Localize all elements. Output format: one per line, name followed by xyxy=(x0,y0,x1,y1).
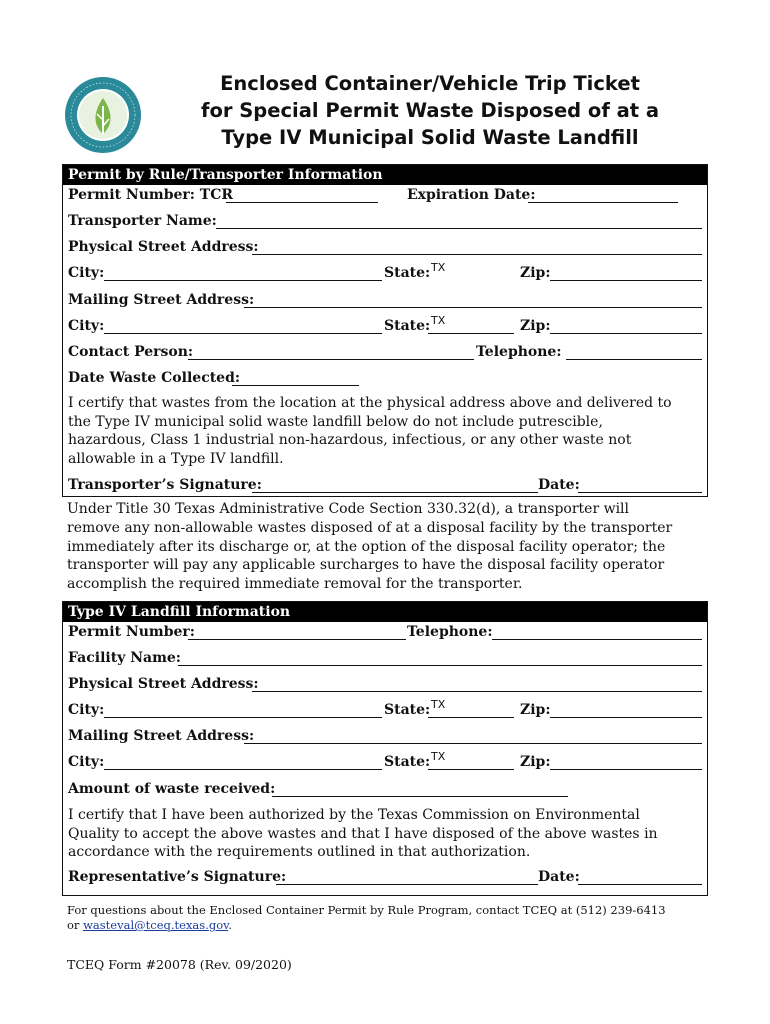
landfill-permit-field[interactable] xyxy=(188,625,406,640)
expiration-date-label: Expiration Date: xyxy=(407,187,536,203)
mailing-state-field[interactable] xyxy=(428,319,514,334)
transporter-certification xyxy=(68,394,701,468)
title-line-1: Enclosed Container/Vehicle Trip Ticket xyxy=(220,72,640,95)
landfill-mailing-state-field[interactable] xyxy=(428,755,514,770)
amount-received-label: Amount of waste received: xyxy=(68,781,276,797)
amount-received-row xyxy=(68,779,702,799)
representative-signature-row xyxy=(68,867,702,887)
physical-address-field[interactable] xyxy=(252,240,702,255)
transporter-name-field[interactable] xyxy=(216,214,702,229)
notice-line: remove any non-allowable wastes disposed of at a disposal facility by the transporter xyxy=(67,519,673,536)
transporter-telephone-field[interactable] xyxy=(566,345,702,360)
contact-email-line xyxy=(67,918,666,933)
form-number: TCEQ Form #20078 (Rev. 09/2020) xyxy=(67,957,292,972)
certification-line: the Type IV municipal solid waste landfill below do not include putrescible, xyxy=(68,413,603,430)
mailing-address-label: Mailing Street Address: xyxy=(68,292,255,308)
contact-person-field[interactable] xyxy=(188,345,474,360)
physical-address-label: Physical Street Address: xyxy=(68,239,259,255)
landfill-permit-row xyxy=(68,622,702,642)
landfill-mailing-state-value: TX xyxy=(431,750,446,763)
city-label: City: xyxy=(68,754,105,770)
facility-name-label: Facility Name: xyxy=(68,650,181,666)
notice-line: transporter will pay any applicable surcharges to have the disposal facility operator xyxy=(67,557,665,574)
transporter-signature-field[interactable] xyxy=(252,478,538,493)
transporter-signature-label: Transporter’s Signature: xyxy=(68,477,262,493)
landfill-physical-field[interactable] xyxy=(252,677,702,692)
landfill-section xyxy=(62,601,708,896)
transporter-contact-row xyxy=(68,342,702,362)
transporter-date-field[interactable] xyxy=(578,478,702,493)
physical-address-label: Physical Street Address: xyxy=(68,676,259,692)
city-label: City: xyxy=(68,702,105,718)
facility-name-row xyxy=(68,648,702,668)
zip-label: Zip: xyxy=(520,265,551,281)
tceq-logo xyxy=(64,76,142,154)
mailing-city-field[interactable] xyxy=(104,319,382,334)
physical-city-field[interactable] xyxy=(104,266,382,281)
date-collected-field[interactable] xyxy=(232,371,359,386)
permit-number-field[interactable] xyxy=(226,188,378,203)
date-label: Date: xyxy=(538,477,580,493)
state-label: State: xyxy=(384,702,431,718)
transporter-mailing-row xyxy=(68,290,702,310)
representative-signature-field[interactable] xyxy=(276,870,538,885)
mailing-zip-field[interactable] xyxy=(550,319,702,334)
mailing-address-label: Mailing Street Address: xyxy=(68,728,255,744)
landfill-mailing-row xyxy=(68,726,702,746)
telephone-label: Telephone: xyxy=(476,344,562,360)
email-link[interactable]: wasteval@tceq.texas.gov xyxy=(83,918,229,932)
notice-line: immediately after its discharge or, at the option of the disposal facility operator; the xyxy=(67,538,666,555)
notice-line: Under Title 30 Texas Administrative Code Section 330.32(d), a transporter will xyxy=(67,501,629,517)
certification-line: I certify that I have been authorized by the Texas Commission on Environmental xyxy=(68,807,640,823)
state-label: State: xyxy=(384,754,431,770)
landfill-telephone-field[interactable] xyxy=(492,625,702,640)
landfill-mailing-city-row xyxy=(68,752,702,772)
permit-number-label: Permit Number: xyxy=(68,624,195,640)
certification-line: I certify that wastes from the location at the physical address above and delivered to xyxy=(68,395,672,411)
landfill-physical-state-field[interactable] xyxy=(428,703,514,718)
zip-label: Zip: xyxy=(520,318,551,334)
zip-label: Zip: xyxy=(520,754,551,770)
landfill-mailing-city-field[interactable] xyxy=(104,755,382,770)
tac-notice xyxy=(67,500,707,594)
transporter-physical-row xyxy=(68,237,702,257)
title-line-2: for Special Permit Waste Disposed of at a xyxy=(200,99,660,122)
amount-received-field[interactable] xyxy=(272,782,568,797)
landfill-physical-city-row xyxy=(68,700,702,720)
transporter-mailing-city-row xyxy=(68,316,702,336)
zip-label: Zip: xyxy=(520,702,551,718)
contact-person-label: Contact Person: xyxy=(68,344,194,360)
date-collected-row xyxy=(68,368,702,388)
facility-name-field[interactable] xyxy=(178,651,702,666)
landfill-mailing-field[interactable] xyxy=(244,729,702,744)
certification-line: allowable in a Type IV landfill. xyxy=(68,450,284,467)
certification-line: Quality to accept the above wastes and that I have disposed of the above wastes in xyxy=(68,825,658,842)
landfill-physical-state-value: TX xyxy=(431,698,446,711)
page-title xyxy=(160,70,700,151)
transporter-physical-city-row xyxy=(68,263,702,283)
physical-state-value: TX xyxy=(431,261,446,274)
contact-line: For questions about the Enclosed Container Permit by Rule Program, contact TCEQ at (512) 239-6413 xyxy=(67,903,666,917)
transporter-signature-row xyxy=(68,475,702,495)
telephone-label: Telephone: xyxy=(407,624,493,640)
notice-line: accomplish the required immediate removal for the transporter. xyxy=(67,576,523,593)
state-label: State: xyxy=(384,265,431,281)
transporter-name-row xyxy=(68,211,702,231)
transporter-section xyxy=(62,164,708,497)
date-label: Date: xyxy=(538,869,580,885)
date-collected-label: Date Waste Collected: xyxy=(68,370,241,386)
landfill-physical-city-field[interactable] xyxy=(104,703,382,718)
representative-signature-label: Representative’s Signature: xyxy=(68,869,287,885)
representative-date-field[interactable] xyxy=(578,870,702,885)
landfill-certification xyxy=(68,806,701,862)
or-text: or xyxy=(67,918,84,932)
landfill-physical-zip-field[interactable] xyxy=(550,703,702,718)
transporter-section-heading: Permit by Rule/Transporter Information xyxy=(63,165,707,185)
state-label: State: xyxy=(384,318,431,334)
period-text: . xyxy=(228,918,232,932)
certification-line: accordance with the requirements outlined in that authorization. xyxy=(68,844,531,860)
permit-number-label: Permit Number: TCR xyxy=(68,187,234,203)
city-label: City: xyxy=(68,318,105,334)
certification-line: hazardous, Class 1 industrial non-hazardous, infectious, or any other waste not xyxy=(68,432,632,448)
landfill-mailing-zip-field[interactable] xyxy=(550,755,702,770)
mailing-address-field[interactable] xyxy=(244,293,702,308)
transporter-permit-row xyxy=(68,185,702,205)
contact-footer xyxy=(67,903,666,933)
expiration-date-field[interactable] xyxy=(528,188,678,203)
title-line-3: Type IV Municipal Solid Waste Landfill xyxy=(221,126,639,149)
physical-zip-field[interactable] xyxy=(550,266,702,281)
landfill-physical-row xyxy=(68,674,702,694)
landfill-section-heading: Type IV Landfill Information xyxy=(63,602,707,622)
mailing-state-value: TX xyxy=(431,314,446,327)
transporter-name-label: Transporter Name: xyxy=(68,213,217,229)
city-label: City: xyxy=(68,265,105,281)
